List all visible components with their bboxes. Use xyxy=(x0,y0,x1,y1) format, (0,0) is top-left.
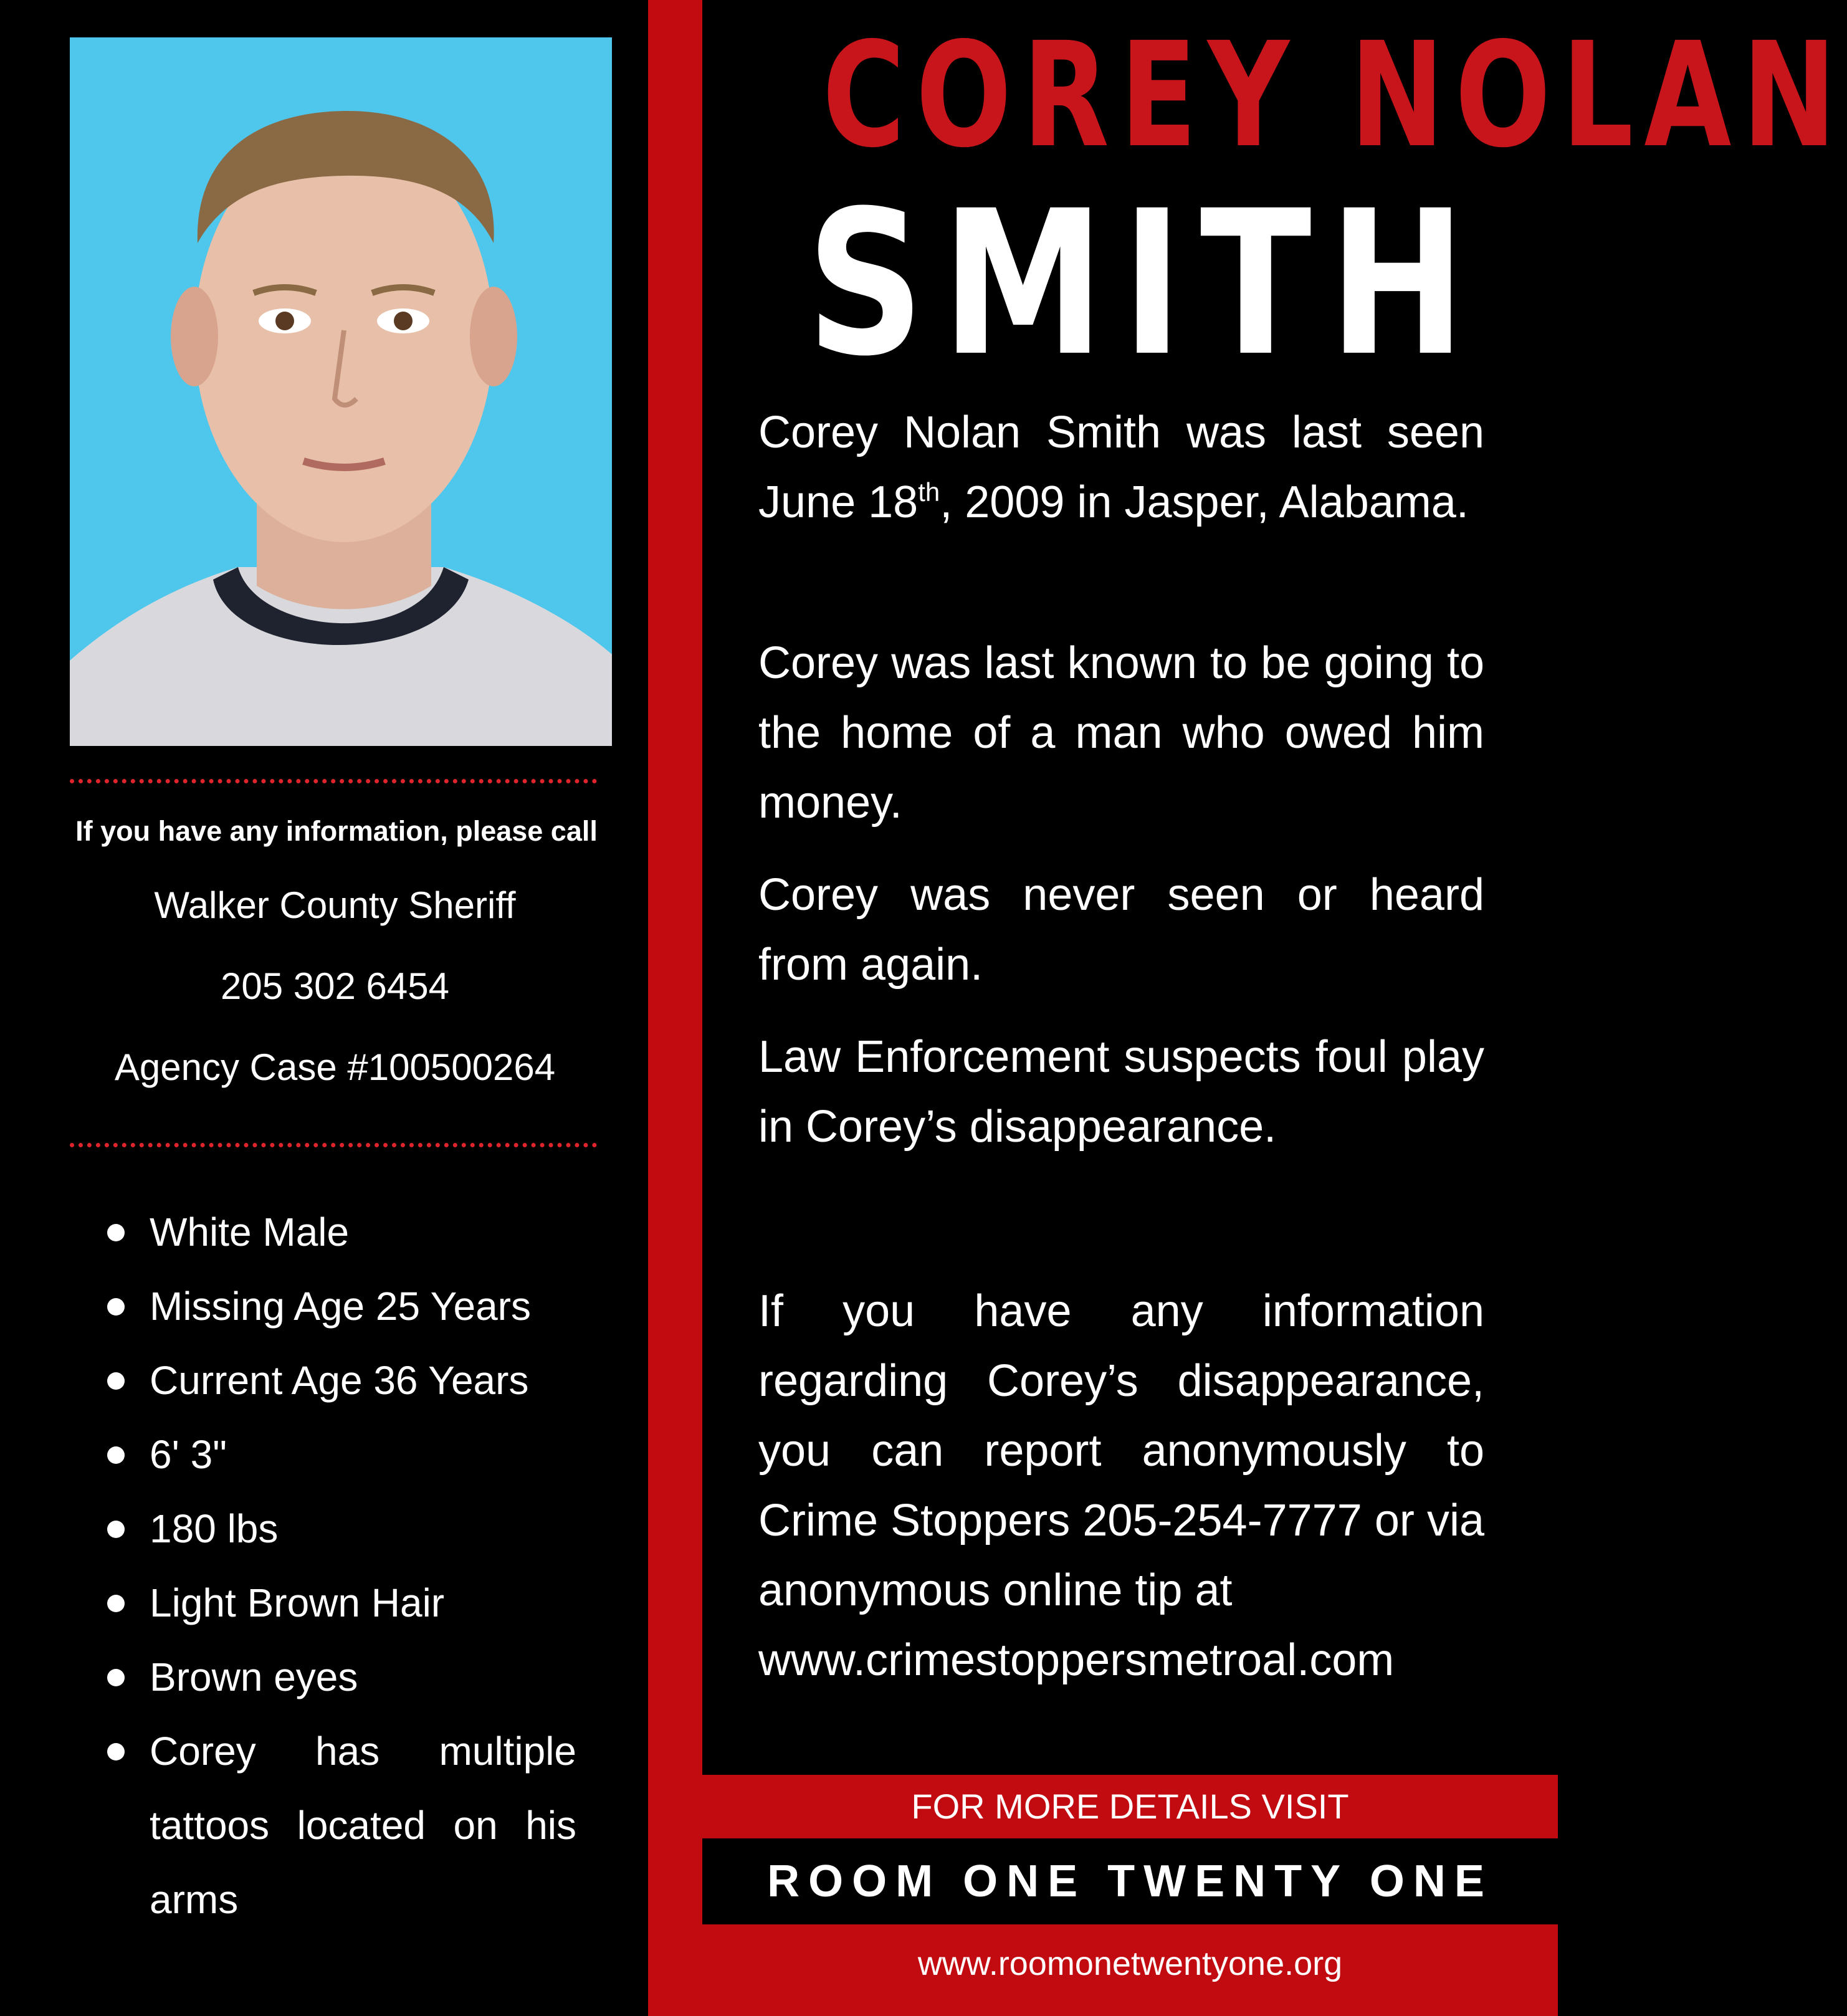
website-link[interactable]: www.roomonetwentyone.org xyxy=(917,1945,1343,1982)
story-paragraph-tip-line: If you have any information regarding Corey’s disappearance, you can report anonymously to Crime Stoppers 205-254-7777 or via anonymous online tip at www.crimestoppersmetroal.com xyxy=(758,1276,1484,1695)
bullet-icon xyxy=(107,1595,125,1612)
more-details-label: FOR MORE DETAILS VISIT xyxy=(911,1787,1349,1826)
list-item: 6' 3" xyxy=(100,1418,576,1492)
list-item: 180 lbs xyxy=(100,1492,576,1566)
story-paragraph-destination: Corey was last known to be going to the home of a man who owed him money. xyxy=(758,638,1484,828)
bullet-icon xyxy=(107,1669,125,1686)
story-paragraph-never-seen: Corey was never seen or heard from again. xyxy=(758,870,1484,990)
red-dotted-divider xyxy=(70,1143,597,1147)
contact-agency: Walker County Sheriff xyxy=(154,884,516,926)
contact-phone: 205 302 6454 xyxy=(220,965,450,1007)
bullet-icon xyxy=(107,1521,125,1538)
red-dotted-divider xyxy=(70,779,597,783)
story-paragraph-last-seen: Corey Nolan Smith was last seen June 18th, 2009 in Jasper, Alabama. xyxy=(758,408,1484,527)
list-item: Missing Age 25 Years xyxy=(100,1269,576,1344)
bullet-icon xyxy=(107,1446,125,1464)
missing-person-photo xyxy=(70,37,612,746)
brand-name: ROOM ONE TWENTY ONE xyxy=(767,1856,1493,1906)
crime-stoppers-url[interactable]: www.crimestoppersmetroal.com xyxy=(758,1635,1395,1685)
contact-heading: If you have any information, please call xyxy=(75,815,598,847)
list-item: Current Age 36 Years xyxy=(100,1344,576,1418)
list-item: Corey has multiple tattoos located on his arms xyxy=(100,1714,576,1937)
bullet-icon xyxy=(107,1224,125,1241)
list-item: Light Brown Hair xyxy=(100,1566,576,1640)
story-paragraph-foul-play: Law Enforcement suspects foul play in Corey’s disappearance. xyxy=(758,1032,1484,1152)
physical-description-list xyxy=(100,1195,576,1937)
bullet-icon xyxy=(107,1743,125,1760)
first-middle-name: COREY NOLAN xyxy=(822,11,1847,179)
bullet-icon xyxy=(107,1372,125,1390)
list-item: Brown eyes xyxy=(100,1640,576,1714)
bullet-icon xyxy=(107,1298,125,1316)
agency-case-number: Agency Case #100500264 xyxy=(114,1046,556,1088)
list-item: White Male xyxy=(100,1195,576,1269)
last-name: SMITH xyxy=(806,168,1484,400)
